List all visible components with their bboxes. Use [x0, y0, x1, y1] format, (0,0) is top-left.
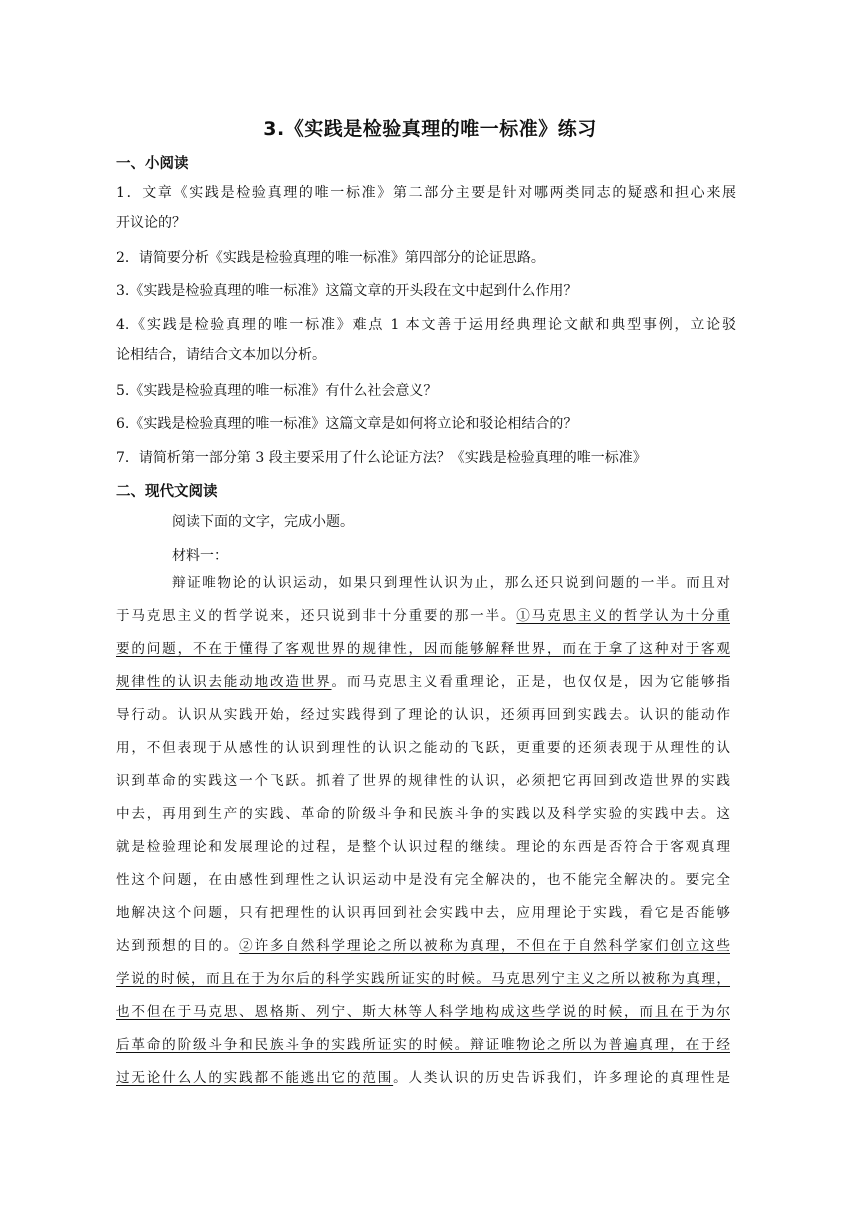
question-7-text: 7．请简析第一部分第 3 段主要采用了什么论证方法？《实践是检验真理的唯一标准》	[116, 450, 647, 466]
passage-line	[116, 936, 730, 956]
underlined-sentence-2: 也不但在于马克思、恩格斯、列宁、斯大林等人科学地构成这些学说的时候，而且在于为尔	[116, 1004, 730, 1020]
passage-line: 就是检验理论和发展理论的过程，是整个认识过程的继续。理论的东西是否符合于客观真理	[116, 839, 730, 855]
underlined-sentence-1: 规律性的认识去能动地改造世界	[116, 674, 332, 690]
question-4-line-1: 4.《实践是检验真理的唯一标准》难点 1 本文善于运用经典理论文献和典型事例，立论驳	[116, 317, 736, 333]
passage-line: 辩证唯物论的认识运动，如果只到理性认识为止，那么还只说到问题的一半。而且对	[172, 575, 730, 591]
passage-line: 识到革命的实践这一个飞跃。抓着了世界的规律性的认识，必须把它再回到改造世界的实践	[116, 773, 730, 789]
passage-line	[116, 1035, 730, 1055]
question-1	[116, 178, 736, 238]
passage-text: 于马克思主义的哲学说来，还只说到非十分重要的那一半。	[116, 608, 517, 624]
underlined-sentence-2: 过无论什么人的实践都不能逃出它的范围	[116, 1070, 394, 1086]
passage-line	[116, 969, 730, 989]
question-6-text: 6.《实践是检验真理的唯一标准》这篇文章是如何将立论和驳论相结合的？	[116, 416, 578, 432]
question-4-line-2: 论相结合，请结合文本加以分析。	[116, 347, 326, 363]
question-2	[116, 243, 736, 273]
question-4	[116, 310, 736, 370]
material-label: 材料一：	[172, 548, 228, 564]
question-7	[116, 443, 736, 473]
question-3	[116, 276, 736, 306]
passage-line: 性这个问题，在由感性到理性之认识运动中是没有完全解决的，也不能完全解决的。要完全	[116, 872, 730, 888]
underlined-sentence-2: 学说的时候，而且在于为尔后的科学实践所证实的时候。马克思列宁主义之所以被称为真理，	[116, 971, 730, 987]
passage-line	[116, 639, 730, 659]
underlined-sentence-2: ②许多自然科学理论之所以被称为真理，不但在于自然科学家们创立这些	[239, 938, 730, 954]
passage-text: 。而马克思主义看重理论，正是，也仅仅是，因为它能够指	[331, 674, 730, 690]
passage-text: 。人类认识的历史告诉我们，许多理论的真理性是	[393, 1070, 730, 1086]
question-5	[116, 376, 736, 406]
question-1-line-1: 1．文章《实践是检验真理的唯一标准》第二部分主要是针对哪两类同志的疑惑和担心来展	[116, 185, 736, 201]
question-3-text: 3.《实践是检验真理的唯一标准》这篇文章的开头段在文中起到什么作用？	[116, 283, 578, 299]
passage-text: 达到预想的目的。	[116, 938, 240, 954]
section-heading-short-reading: 一、小阅读	[116, 156, 189, 172]
question-1-line-2: 开议论的？	[116, 215, 186, 231]
passage-line	[116, 672, 730, 692]
question-2-text: 2．请简要分析《实践是检验真理的唯一标准》第四部分的论证思路。	[116, 250, 545, 266]
reading-instruction: 阅读下面的文字，完成小题。	[172, 514, 354, 530]
page-title: 3.《实践是检验真理的唯一标准》练习	[263, 118, 597, 140]
passage-line	[116, 606, 730, 626]
underlined-sentence-1: ①马克思主义的哲学认为十分重	[516, 608, 730, 624]
passage-line	[116, 1068, 730, 1088]
question-6	[116, 409, 736, 439]
passage-line: 地解决这个问题，只有把理性的认识再回到社会实践中去，应用理论于实践，看它是否能够	[116, 905, 730, 921]
passage-line	[116, 1002, 730, 1022]
underlined-sentence-1: 要的问题，不在于懂得了客观世界的规律性，因而能够解释世界，而在于拿了这种对于客观	[116, 641, 730, 657]
passage-line: 导行动。认识从实践开始，经过实践得到了理论的认识，还须再回到实践去。认识的能动作	[116, 707, 730, 723]
underlined-sentence-2: 后革命的阶级斗争和民族斗争的实践所证实的时候。辩证唯物论之所以为普遍真理，在于经	[116, 1037, 730, 1053]
question-5-text: 5.《实践是检验真理的唯一标准》有什么社会意义？	[116, 383, 438, 399]
passage-line: 用，不但表现于从感性的认识到理性的认识之能动的飞跃，更重要的还须表现于从理性的认	[116, 740, 730, 756]
section-heading-modern-reading: 二、现代文阅读	[116, 484, 218, 500]
passage-line: 中去，再用到生产的实践、革命的阶级斗争和民族斗争的实践以及科学实验的实践中去。这	[116, 806, 730, 822]
